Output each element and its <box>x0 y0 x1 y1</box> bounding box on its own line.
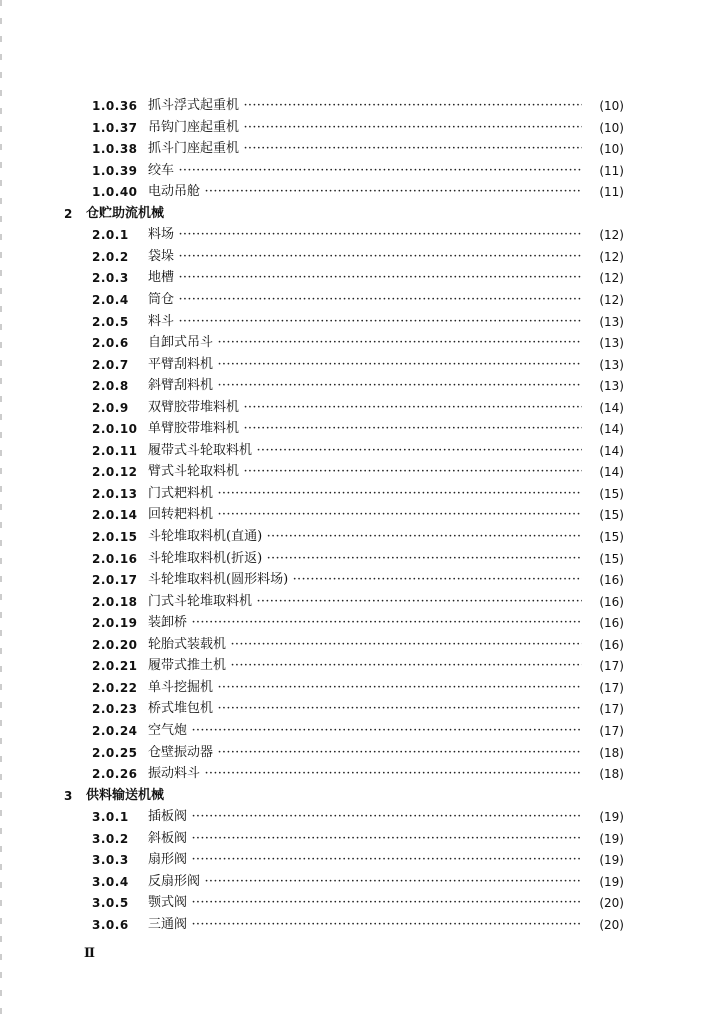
page-reference: (17) <box>599 659 624 674</box>
page-reference: (19) <box>599 853 624 868</box>
page-reference: (14) <box>599 443 624 458</box>
toc-entry <box>0 657 703 675</box>
page-reference: (16) <box>599 573 624 588</box>
section-number: 3.0.4 <box>92 874 129 889</box>
page-reference: (12) <box>599 228 624 243</box>
page-reference: (15) <box>599 530 624 544</box>
section-number: 2.0.12 <box>92 465 138 480</box>
toc-entry <box>0 485 703 503</box>
toc-entry <box>0 916 703 934</box>
section-title: 料斗 ····· <box>148 313 582 331</box>
section-title: 回转耙料机 ····· <box>148 506 582 524</box>
section-number: 1.0.40 <box>92 185 138 200</box>
section-number: 2.0.1 <box>92 228 129 243</box>
toc-entry <box>0 851 703 869</box>
section-number: 2.0.25 <box>92 745 138 760</box>
section-title: 平臂刮料机 ····· <box>148 356 582 374</box>
section-title: 斜板阀 ····· <box>148 830 582 848</box>
toc-entry <box>0 722 703 740</box>
toc-entry <box>0 442 703 460</box>
chapter-title: 仓贮助流机械 <box>86 205 165 221</box>
section-title: 料场 ····· <box>148 226 582 244</box>
section-number: 2.0.6 <box>92 336 129 351</box>
section-number: 3.0.6 <box>92 917 129 932</box>
toc-entry <box>0 700 703 718</box>
section-title: 斗轮堆取料机(直通) ····· <box>148 528 582 546</box>
section-number: 2.0.16 <box>92 551 138 566</box>
page-reference: (16) <box>599 616 624 631</box>
page-reference: (15) <box>599 508 624 523</box>
chapter-number: 3 <box>64 788 73 803</box>
toc-entry <box>0 119 703 137</box>
toc-entry <box>0 550 703 568</box>
toc-entry <box>0 808 703 826</box>
page-reference: (17) <box>599 723 624 738</box>
chapter-title: 供料输送机械 <box>86 787 165 803</box>
section-number: 2.0.14 <box>92 508 138 523</box>
section-number: 3.0.1 <box>92 810 129 825</box>
section-title: 扇形阀 ····· <box>148 851 582 869</box>
section-title: 装卸桥 ····· <box>148 614 582 632</box>
section-number: 2.0.19 <box>92 616 138 631</box>
page-reference: (10) <box>599 99 624 113</box>
chapter-heading <box>0 205 703 223</box>
section-number: 2.0.21 <box>92 659 138 674</box>
section-title: 振动料斗 ····· <box>148 765 582 783</box>
section-number: 2.0.23 <box>92 702 138 717</box>
page-reference: (18) <box>599 767 624 782</box>
section-title: 单臂胶带堆料机 ····· <box>148 420 582 438</box>
section-number: 1.0.37 <box>92 120 138 135</box>
section-title: 反扇形阀 ····· <box>148 873 582 891</box>
section-number: 2.0.20 <box>92 637 138 652</box>
section-title: 地槽 ····· <box>148 269 582 287</box>
section-title: 门式耙料机 ····· <box>148 485 582 503</box>
page-reference: (14) <box>599 400 624 415</box>
section-title: 臂式斗轮取料机 ····· <box>148 463 582 481</box>
toc-entry <box>0 313 703 331</box>
section-title: 履带式斗轮取料机 ····· <box>148 442 582 460</box>
page-reference: (13) <box>599 314 624 329</box>
toc-entry <box>0 636 703 654</box>
page-reference: (17) <box>599 680 624 695</box>
chapter-heading <box>0 787 703 805</box>
page-reference: (16) <box>599 594 624 609</box>
toc-entry <box>0 226 703 244</box>
section-number: 2.0.2 <box>92 249 129 264</box>
section-number: 2.0.5 <box>92 314 129 329</box>
section-title: 履带式推土机 ····· <box>148 657 582 675</box>
page-reference: (19) <box>599 810 624 825</box>
section-number: 3.0.2 <box>92 831 129 846</box>
chapter-number: 2 <box>64 206 73 221</box>
page-reference: (13) <box>599 357 624 372</box>
toc-entry <box>0 140 703 158</box>
toc-entry <box>0 614 703 632</box>
page-reference: (13) <box>599 379 624 394</box>
page-reference: (19) <box>599 831 624 846</box>
section-number: 2.0.18 <box>92 594 138 609</box>
page-reference: (12) <box>599 249 624 264</box>
section-title: 抓斗浮式起重机 ····· <box>148 97 582 115</box>
page-reference: (11) <box>599 163 624 178</box>
toc-entry <box>0 593 703 611</box>
toc-entry <box>0 894 703 912</box>
section-title: 仓壁振动器 ····· <box>148 744 582 762</box>
section-title: 双臂胶带堆料机 ····· <box>148 399 582 417</box>
toc-entry <box>0 248 703 266</box>
toc-entry <box>0 269 703 287</box>
page-reference: (15) <box>599 551 624 566</box>
section-number: 3.0.5 <box>92 896 129 911</box>
section-title: 空气炮 ····· <box>148 722 582 740</box>
page-reference: (11) <box>599 185 624 200</box>
page-reference: (14) <box>599 465 624 480</box>
toc-entry <box>0 97 703 115</box>
page-reference: (10) <box>599 120 624 135</box>
toc-entry <box>0 463 703 481</box>
section-number: 1.0.38 <box>92 142 138 157</box>
toc-entry <box>0 356 703 374</box>
section-number: 3.0.3 <box>92 853 129 868</box>
section-title: 抓斗门座起重机 ····· <box>148 140 582 158</box>
section-title: 自卸式吊斗 ····· <box>148 334 582 352</box>
section-number: 2.0.13 <box>92 486 138 501</box>
section-number: 1.0.36 <box>92 99 138 113</box>
page-reference: (18) <box>599 745 624 760</box>
toc-entry <box>0 334 703 352</box>
section-number: 2.0.9 <box>92 400 129 415</box>
section-number: 2.0.15 <box>92 530 138 544</box>
page-reference: (13) <box>599 336 624 351</box>
section-number: 2.0.7 <box>92 357 129 372</box>
section-title: 插板阀 ····· <box>148 808 582 826</box>
section-title: 桥式堆包机 ····· <box>148 700 582 718</box>
toc-entry <box>0 183 703 201</box>
section-title: 斗轮堆取料机(折返) ····· <box>148 550 582 568</box>
section-title: 斗轮堆取料机(圆形料场) ····· <box>148 571 582 589</box>
page-reference: (17) <box>599 702 624 717</box>
section-title: 门式斗轮堆取料机 ····· <box>148 593 582 611</box>
page-reference: (15) <box>599 486 624 501</box>
page-reference: (14) <box>599 422 624 437</box>
toc-entry <box>0 873 703 891</box>
section-number: 2.0.8 <box>92 379 129 394</box>
toc-entry <box>0 506 703 524</box>
toc-entry <box>0 744 703 762</box>
section-number: 2.0.11 <box>92 443 138 458</box>
page-reference: (20) <box>599 896 624 911</box>
toc-entry <box>0 377 703 395</box>
toc-entry <box>0 765 703 783</box>
section-number: 2.0.4 <box>92 292 129 307</box>
toc-entry <box>0 399 703 417</box>
section-number: 2.0.17 <box>92 573 138 588</box>
page-reference: (12) <box>599 271 624 286</box>
section-title: 吊钩门座起重机 ····· <box>148 119 582 137</box>
toc-entry <box>0 571 703 589</box>
section-title: 筒仓 ····· <box>148 291 582 309</box>
toc-entry <box>0 528 703 546</box>
section-number: 2.0.22 <box>92 680 138 695</box>
section-title: 三通阀 ····· <box>148 916 582 934</box>
page-reference: (10) <box>599 142 624 157</box>
page-reference: (12) <box>599 292 624 307</box>
section-number: 2.0.26 <box>92 767 138 782</box>
section-title: 电动吊舱 ····· <box>148 183 582 201</box>
section-title: 单斗挖掘机 ····· <box>148 679 582 697</box>
page-number-footer: Ⅱ <box>84 946 95 961</box>
toc-entry <box>0 830 703 848</box>
section-title: 绞车 ····· <box>148 162 582 180</box>
section-title: 颚式阀 ····· <box>148 894 582 912</box>
page-reference: (16) <box>599 637 624 652</box>
section-number: 2.0.24 <box>92 723 138 738</box>
page-reference: (19) <box>599 874 624 889</box>
section-number: 2.0.3 <box>92 271 129 286</box>
page-reference: (20) <box>599 917 624 932</box>
section-title: 袋垛 ····· <box>148 248 582 266</box>
section-number: 2.0.10 <box>92 422 138 437</box>
toc-entry <box>0 162 703 180</box>
toc-entry <box>0 679 703 697</box>
toc-entry <box>0 291 703 309</box>
toc-entry <box>0 420 703 438</box>
section-title: 轮胎式装载机 ····· <box>148 636 582 654</box>
section-title: 斜臂刮料机 ····· <box>148 377 582 395</box>
section-number: 1.0.39 <box>92 163 138 178</box>
